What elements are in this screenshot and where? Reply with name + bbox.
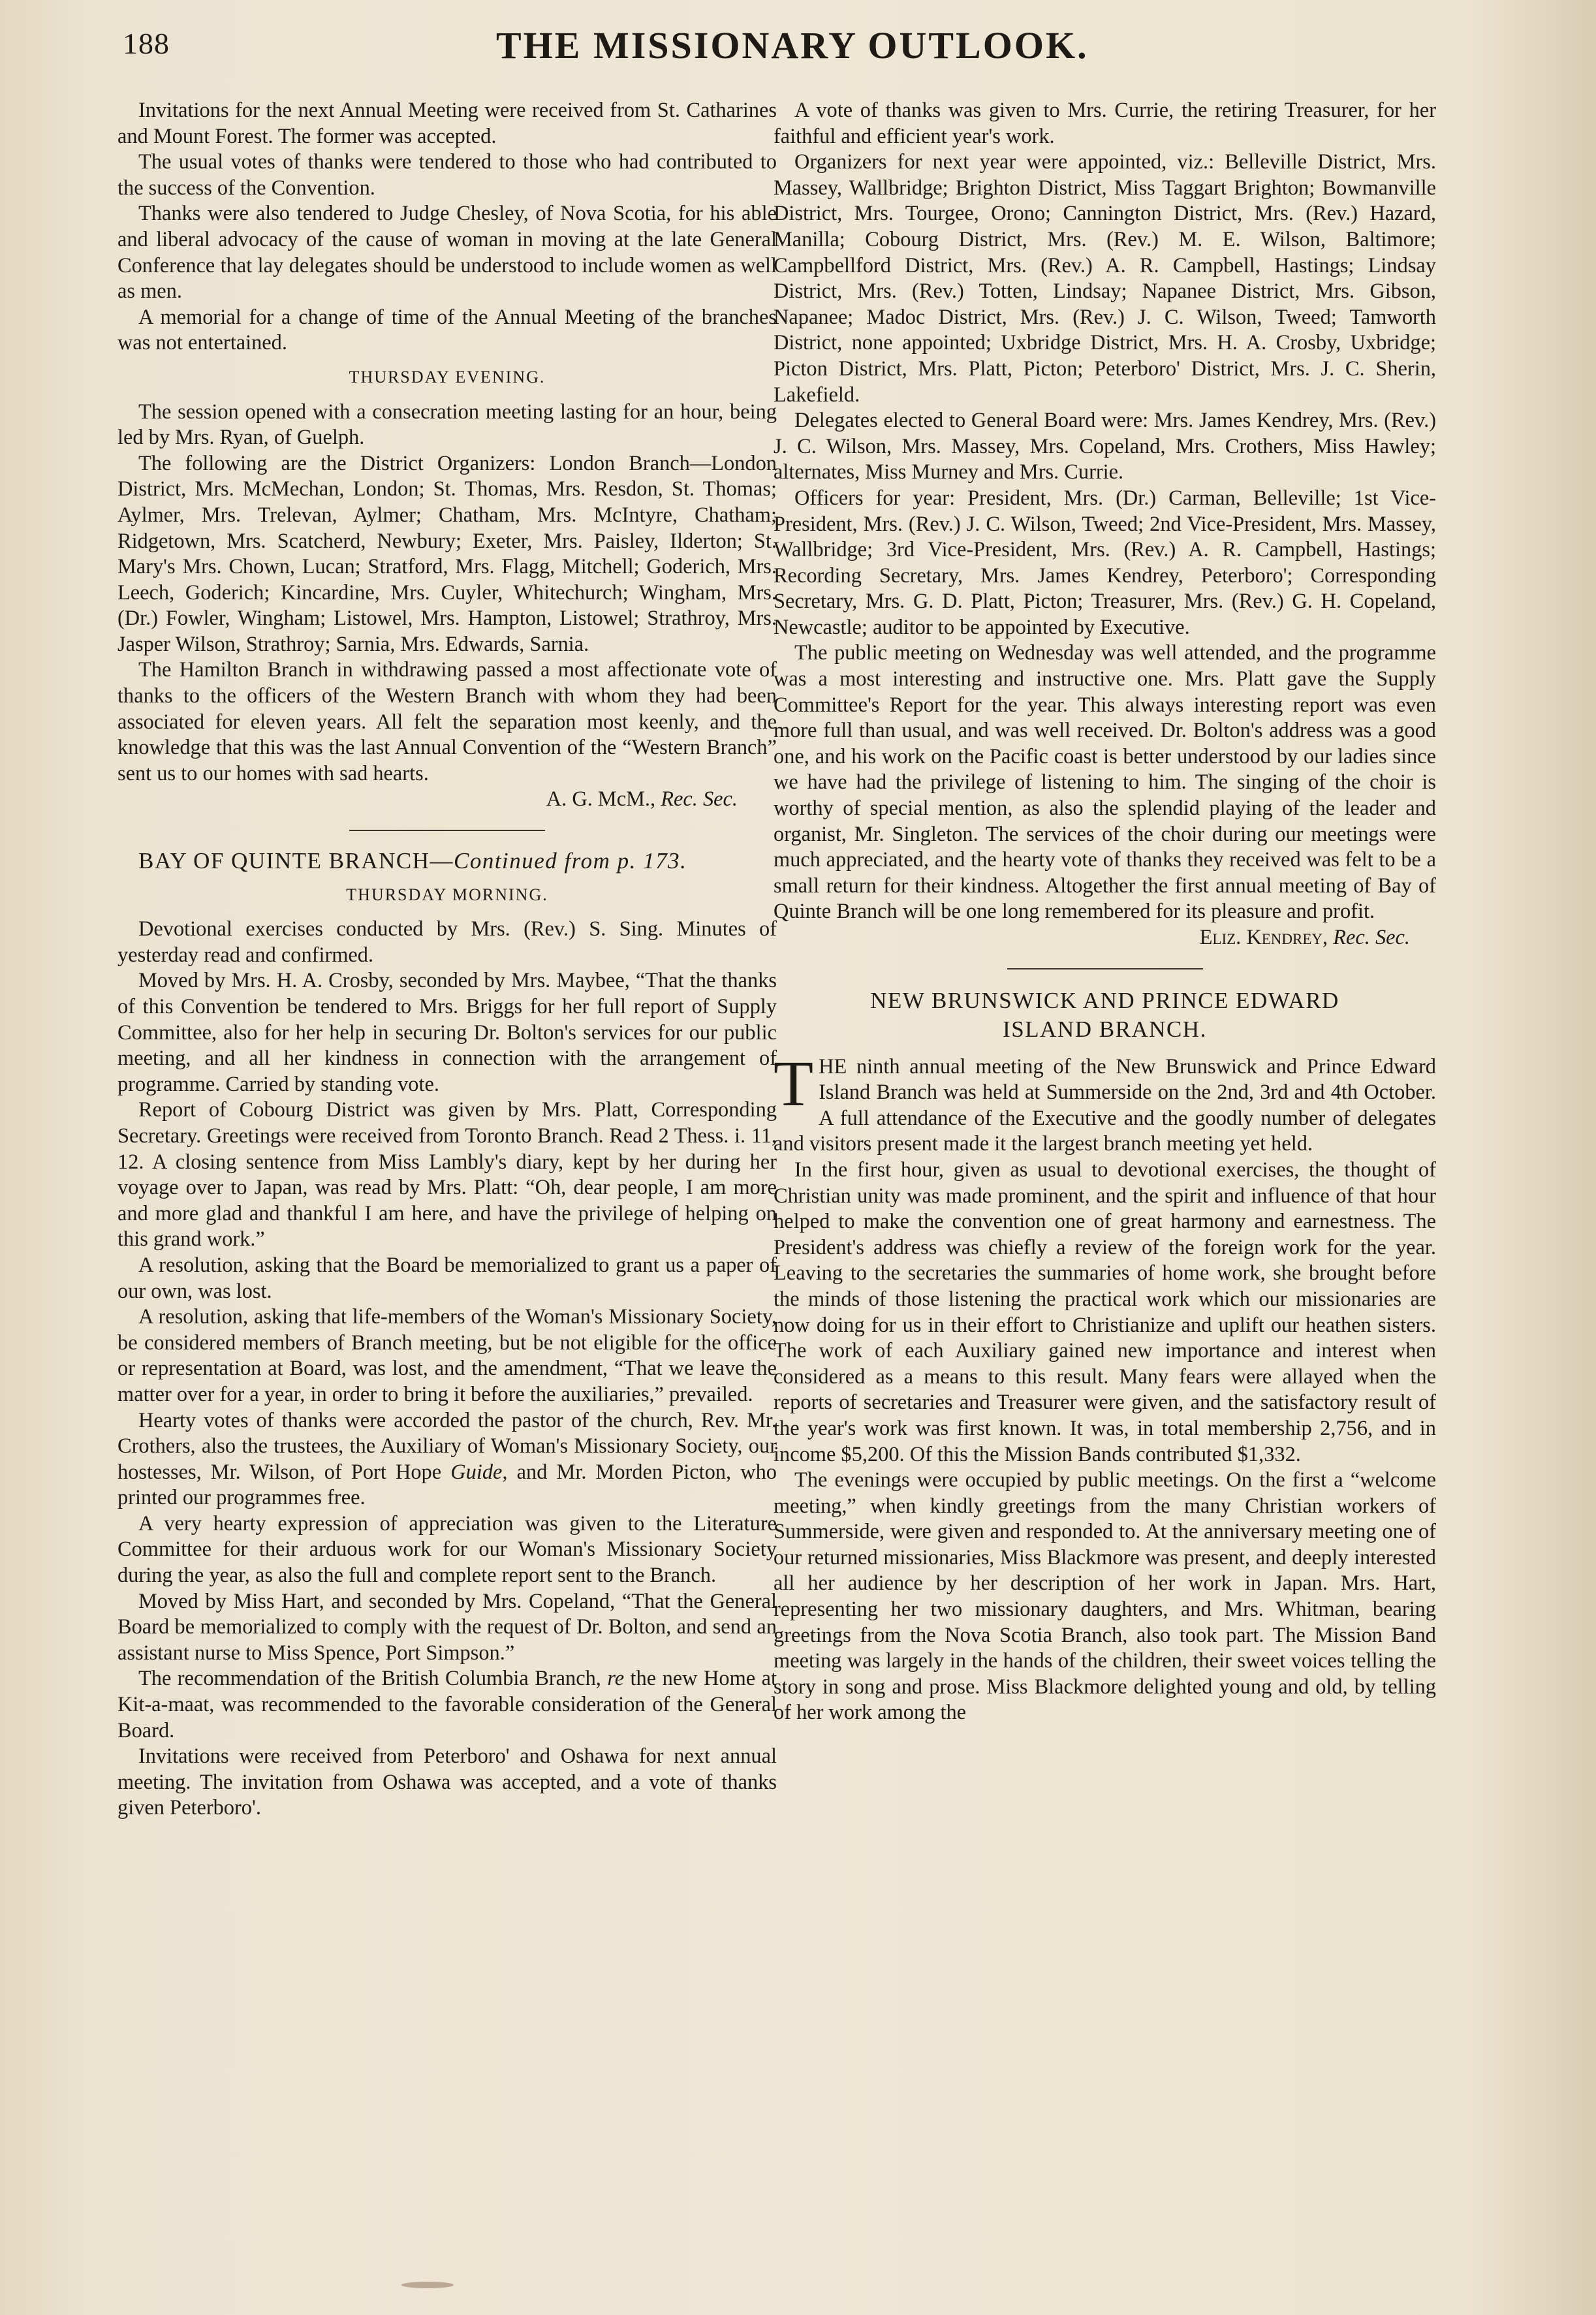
paragraph xyxy=(117,1666,777,1744)
paragraph: The usual votes of thanks were tendered to those who had contributed to the success of the Convention. xyxy=(117,150,777,200)
paragraph: The session opened with a consecration meeting lasting for an hour, being led by Mrs. Ryan, of Guelph. xyxy=(117,400,777,450)
paragraph xyxy=(117,1408,777,1511)
section-divider xyxy=(1007,968,1203,969)
paragraph-text: the new Home at Kit-a-maat, was recommended to the favorable consideration of the General Board. xyxy=(117,1667,777,1742)
paragraph: A resolution, asking that the Board be memorialized to grant us a paper of our own, was lost. xyxy=(117,1253,777,1303)
paragraph: Officers for year: President, Mrs. (Dr.) Carman, Belleville; 1st Vice-President, Mrs. (Rev.) J. C. Wilson, Tweed; 2nd Vice-President, Mrs. Massey, Wallbridge; 3rd Vice-President, Mrs. (Rev.) A. R. Campbell, Hastings; Recording Secretary, Mrs. James Kendrey, Peterboro'; Corresponding Secretary, Mrs. G. D. Platt, Picton; Treasurer, Mrs. (Rev.) G. H. Copeland, Newcastle; auditor to be appointed by Executive. xyxy=(774,486,1436,639)
subhead-thursday-morning: THURSDAY MORNING. xyxy=(346,885,548,904)
paragraph: The following are the District Organizers: London Branch—London District, Mrs. McMechan, London; St. Thomas, Mrs. Resdon, St. Thomas; Aylmer, Mrs. Trelevan, Aylmer; Chatham, Mrs. McIntyre, Chatham; Ridgetown, Mrs. Scatcherd, Newbury; Exeter, Mrs. Paisley, Ilderton; St. Mary's Mrs. Chown, Lucan; Stratford, Mrs. Flagg, Mitchell; Goderich, Mrs. Leech, Goderich; Kincardine, Mrs. Cuyler, Whitechurch; Wingham, Mrs. (Dr.) Fowler, Wingham; Listowel, Mrs. Hampton, Listowel; Strathroy, Mrs. Jasper Wilson, Strathroy; Sarnia, Mrs. Edwards, Sarnia. xyxy=(117,451,777,656)
section-title-bay-of-quinte xyxy=(117,848,777,874)
right-column xyxy=(774,98,1436,1726)
paragraph: The public meeting on Wednesday was well attended, and the programme was a most interesting and instructive one. Mrs. Platt gave the Supply Committee's Report for the year. This always interesting report was even more full than usual, and was well received. Dr. Bolton's address was a good one, and his work on the Pacific coast is better understood by our ladies since we have had the privilege of listening to him. The singing of the choir is worthy of special mention, as also the splendid playing of the leader and organist, Mr. Singleton. The services of the choir during our meetings were much appreciated, and the hearty vote of thanks they received was felt to be a small return for their kindness. Altogether the first annual meeting of Bay of Quinte Branch will be one long remembered for its pleasure and profit. xyxy=(774,641,1436,924)
signature-name: A. G. McM., xyxy=(546,787,656,811)
paragraph: In the first hour, given as usual to devotional exercises, the thought of Christian unity was made prominent, and the spirit and influence of that hour helped to make the convention one of great harmony and earnestness. The President's address was chiefly a review of the foreign work for the year. Leaving to the secretaries the summaries of home work, she brought before the minds of those listening the practical work which our missionaries are now doing for us in their effort to Christianize and uplift our heathen sisters. The work of each Auxiliary gained new importance and interest when considered as a means to this result. Many fears were allayed when the reports of secretaries and Treasurer were given, and the satisfactory result of the year's work was first known. It was, in total membership 2,756, and in income $5,200. Of this the Mission Bands contributed $1,332. xyxy=(774,1158,1436,1466)
paragraph-text: The recommendation of the British Columbia Branch, xyxy=(138,1667,608,1691)
page-number: 188 xyxy=(123,27,170,60)
paragraph: Moved by Miss Hart, and seconded by Mrs. Copeland, “That the General Board be memorialized to comply with the request of Dr. Bolton, and send an assistant nurse to Miss Spence, Port Simpson.” xyxy=(117,1589,777,1665)
paragraph: Invitations were received from Peterboro' and Oshawa for next annual meeting. The invitation from Oshawa was accepted, and a vote of thanks given Peterboro'. xyxy=(117,1744,777,1820)
paragraph-text: Hearty votes of thanks were accorded the pastor of the church, Rev. Mr. Crothers, also the trustees, the Auxiliary of Woman's Missionary Society, our hostesses, Mr. Wilson, of Port Hope xyxy=(117,1408,777,1484)
left-column xyxy=(117,98,777,1821)
paragraph: A vote of thanks was given to Mrs. Currie, the retiring Treasurer, for her faithful and efficient year's work. xyxy=(774,99,1436,148)
paragraph: A very hearty expression of appreciation was given to the Literature Committee for their arduous work for our Woman's Missionary Society during the year, as also the full and complete report sent to the Branch. xyxy=(117,1511,777,1588)
paragraph: Organizers for next year were appointed, viz.: Belleville District, Mrs. Massey, Wallbridge; Brighton District, Miss Taggart Brighton; Bowmanville District, Mrs. Tourgee, Orono; Cannington District, Mrs. (Rev.) Hazard, Manilla; Cobourg District, Mrs. (Rev.) M. E. Wilson, Baltimore; Campbellford District, Mrs. (Rev.) A. R. Campbell, Hastings; Lindsay District, Mrs. (Rev.) Totten, Lindsay; Napanee District, Mrs. Gibson, Napanee; Madoc District, Mrs. (Rev.) J. C. Wilson, Tweed; Tamworth District, none appointed; Uxbridge District, Mrs. H. A. Crosby, Uxbridge; Picton District, Mrs. Platt, Picton; Peterboro' District, Mrs. J. C. Sherin, Lakefield. xyxy=(774,150,1436,407)
paragraph: Delegates elected to General Board were: Mrs. James Kendrey, Mrs. (Rev.) J. C. Wilson, Mrs. Massey, Mrs. Copeland, Mrs. Crothers, Miss Hawley; alternates, Miss Murney and Mrs. Currie. xyxy=(774,409,1436,484)
subhead-thursday-evening: THURSDAY EVENING. xyxy=(349,367,546,386)
signature xyxy=(774,925,1436,951)
section-title-line: NEW BRUNSWICK AND PRINCE EDWARD xyxy=(870,987,1339,1013)
signature-title: Rec. Sec. xyxy=(661,787,738,811)
section-divider xyxy=(349,830,545,831)
section-title-text: BAY OF QUINTE BRANCH— xyxy=(138,848,454,874)
running-head xyxy=(0,0,1596,98)
journal-title: THE MISSIONARY OUTLOOK. xyxy=(496,24,1089,67)
paragraph: Moved by Mrs. H. A. Crosby, seconded by Mrs. Maybee, “That the thanks of this Convention be tendered to Mrs. Briggs for her full report of Supply Committee, also for her help in securing Dr. Bolton's services for our public meeting, and all her kindness in connection with the arrangement of programme. Carried by standing vote. xyxy=(117,969,777,1096)
paragraph xyxy=(774,1047,1436,1158)
paragraph: Devotional exercises conducted by Mrs. (Rev.) S. Sing. Minutes of yesterday read and confirmed. xyxy=(117,917,777,967)
paragraph-text: HE ninth annual meeting of the New Brunswick and Prince Edward Island Branch was held at Summerside on the 2nd, 3rd and 4th October. A full attendance of the Executive and the goodly number of delegates and visitors present made it the largest branch meeting yet held. xyxy=(774,1054,1436,1156)
paragraph-text: and Mr. Morden Picton, who printed our programmes free. xyxy=(117,1460,777,1510)
paragraph: A resolution, asking that life-members of the Woman's Missionary Society, be considered members of Branch meeting, but be not eligible for the office or representation at Board, was lost, and the amendment, “That we leave the matter over for a year, in order to bring it before the auxiliaries,” prevailed. xyxy=(117,1305,777,1406)
paragraph: Report of Cobourg District was given by Mrs. Platt, Corresponding Secretary. Greetings were received from Toronto Branch. Read 2 Thess. i. 11, 12. A closing sentence from Miss Lambly's diary, kept by her during her voyage over to Japan, was read by Mrs. Platt: “Oh, dear people, I am more and more glad and thankful I am here, and have the privilege of helping on this grand work.” xyxy=(117,1098,777,1252)
signature xyxy=(117,787,777,813)
italic-text: re xyxy=(607,1667,625,1691)
section-title-line: ISLAND BRANCH. xyxy=(1003,1016,1207,1042)
paragraph: The evenings were occupied by public meetings. On the first a “welcome meeting,” when kindly greetings from the many Christian workers of Summerside, were given and responded to. At the anniversary meeting one of our returned missionaries, Miss Blackmore was present, and deeply interested all her audience by her description of her work in Japan. Mrs. Hart, representing her two missionary daughters, and Mrs. Whitman, bearing greetings from the Nova Scotia Branch, also took part. The Mission Band meeting was largely in the hands of the children, their sweet voices telling the story in song and prose. Miss Blackmore delighted young and old, by telling of her work among the xyxy=(774,1468,1436,1725)
paragraph: A memorial for a change of time of the Annual Meeting of the branches was not entertained. xyxy=(117,305,777,355)
section-title-new-brunswick xyxy=(774,986,1436,1044)
paragraph: Invitations for the next Annual Meeting were received from St. Catharines and Mount Forest. The former was accepted. xyxy=(117,99,777,148)
ink-blot xyxy=(401,2282,454,2288)
section-title-continued: Continued from p. 173. xyxy=(453,848,687,874)
italic-text: Guide, xyxy=(450,1460,508,1484)
signature-title: Rec. Sec. xyxy=(1333,926,1410,949)
signature-name: Eliz. Kendrey, xyxy=(1199,926,1328,949)
paragraph: The Hamilton Branch in withdrawing passed a most affectionate vote of thanks to the officers of the Western Branch with whom they had been associated for eleven years. All felt the separation most keenly, and the knowledge that this was the last Annual Convention of the “Western Branch” sent us to our homes with sad hearts. xyxy=(117,658,777,785)
paragraph: Thanks were also tendered to Judge Chesley, of Nova Scotia, for his able and liberal advocacy of the cause of woman in moving at the late General Conference that lay delegates should be understood to include women as well as men. xyxy=(117,202,777,304)
drop-cap: T xyxy=(774,1047,814,1120)
